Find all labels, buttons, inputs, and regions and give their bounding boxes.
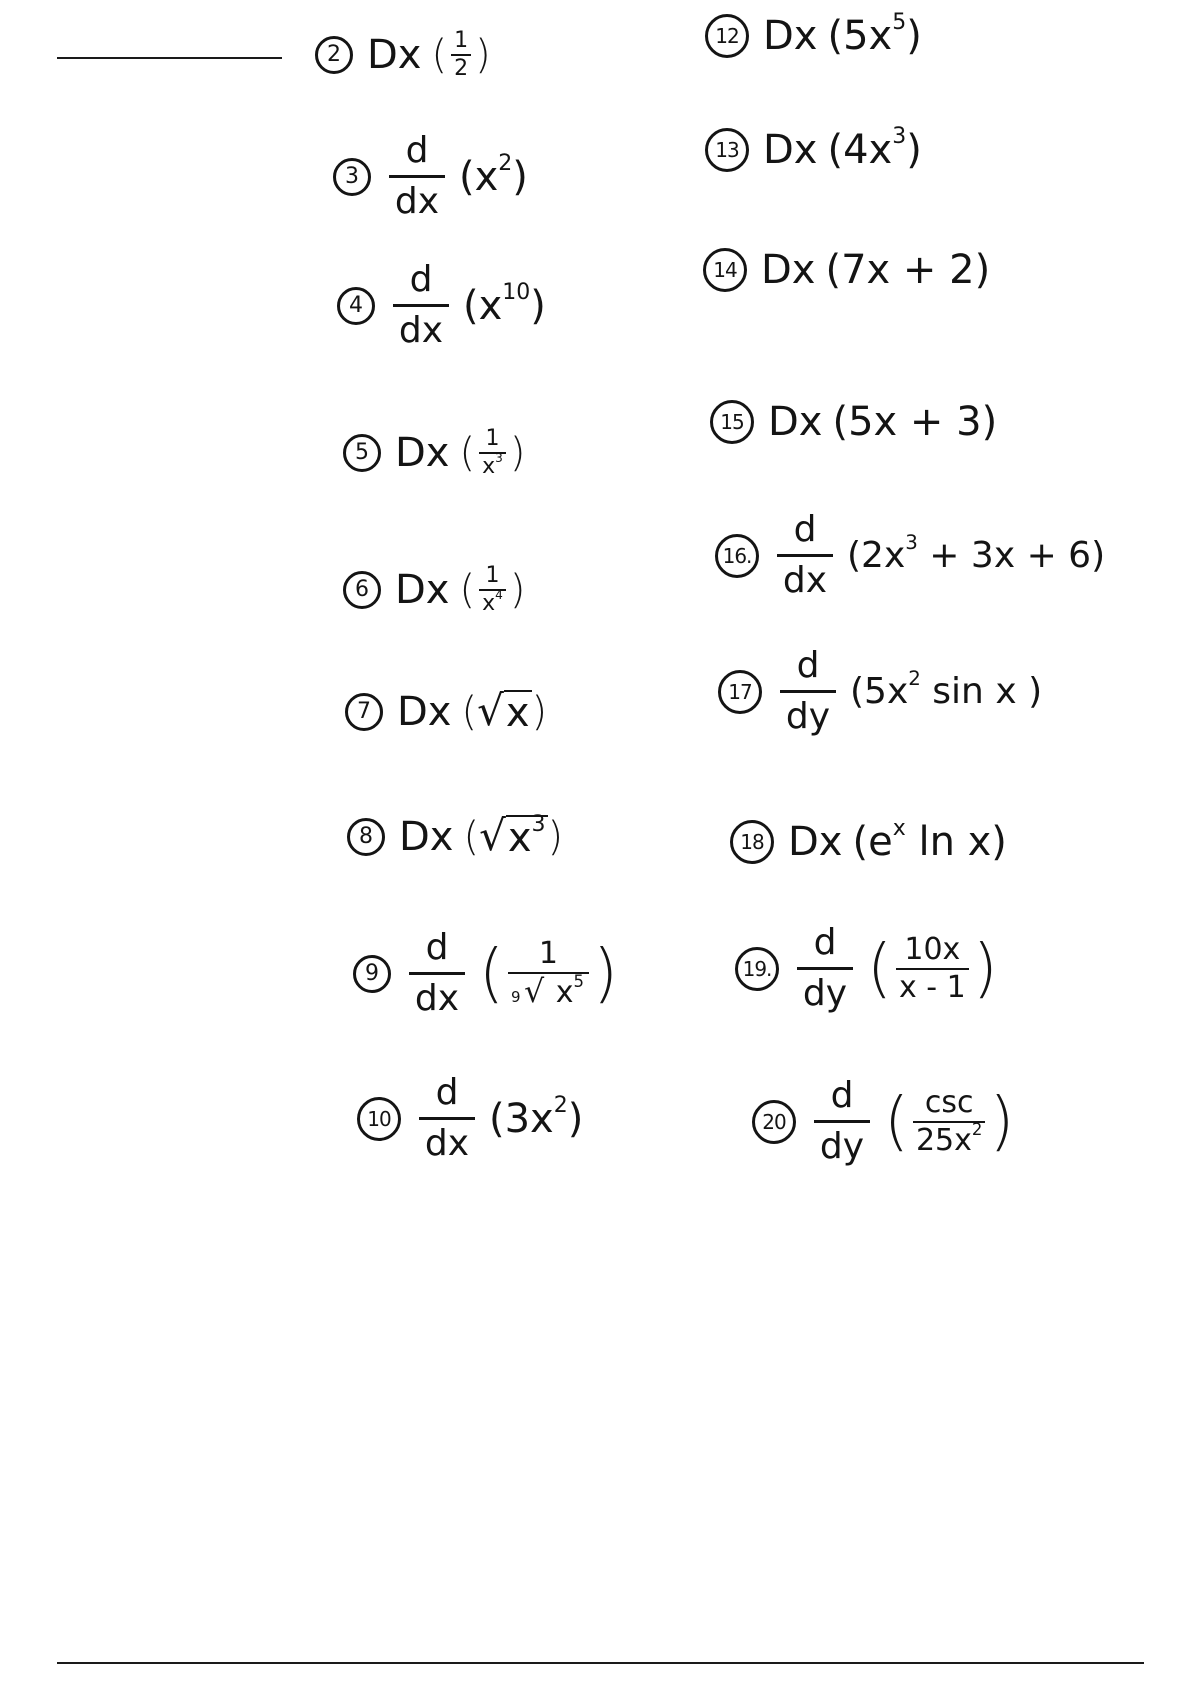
d-denominator: dx xyxy=(398,310,444,351)
derivative-operator xyxy=(389,130,445,222)
expression xyxy=(459,150,528,200)
fraction xyxy=(913,1084,985,1158)
numerator: 1 xyxy=(485,426,500,451)
header-rule xyxy=(57,57,282,59)
denominator: 2 xyxy=(454,56,469,81)
numerator: csc xyxy=(924,1084,974,1120)
close-paren: ) xyxy=(592,936,618,1011)
expression-base: (4x xyxy=(827,127,893,173)
expression-base: (5x xyxy=(827,13,893,59)
problem-10 xyxy=(357,1072,584,1164)
close-paren: ) xyxy=(972,931,998,1006)
fraction xyxy=(479,565,506,615)
expression xyxy=(489,1092,584,1142)
denominator xyxy=(913,1119,985,1158)
problem-14 xyxy=(703,248,990,292)
derivative-operator xyxy=(780,645,836,737)
exponent: 2 xyxy=(908,666,921,690)
problem-4 xyxy=(337,259,546,351)
d-denominator: dx xyxy=(414,978,460,1019)
problem-2 xyxy=(315,30,491,80)
denominator-base: x xyxy=(482,454,496,479)
square-root xyxy=(479,811,547,861)
root-index: 9 xyxy=(510,987,521,1006)
fraction-bar xyxy=(389,175,445,178)
exponent: 3 xyxy=(905,530,918,554)
numerator: 1 xyxy=(454,28,469,53)
expression-rest: ln x) xyxy=(905,819,1007,865)
fraction-bar xyxy=(780,690,836,693)
close-paren: ) xyxy=(989,1084,1015,1159)
derivative-operator xyxy=(419,1072,475,1164)
problem-number: 10 xyxy=(357,1097,401,1141)
fraction xyxy=(508,935,589,1010)
square-root xyxy=(477,686,531,736)
denominator-base: x xyxy=(482,591,496,616)
fraction-bar xyxy=(419,1117,475,1120)
expression-base: (x xyxy=(459,153,499,200)
fraction-bar xyxy=(797,967,853,970)
numerator: 10x xyxy=(904,931,961,967)
problem-17 xyxy=(718,645,1043,737)
problem-number: 7 xyxy=(345,693,383,731)
problem-number: 18 xyxy=(730,820,774,864)
expression: (7x + 2) xyxy=(825,247,991,293)
d-numerator: d xyxy=(435,1072,459,1113)
d-numerator: d xyxy=(793,509,817,550)
problem-number: 19. xyxy=(735,947,779,991)
d-numerator: d xyxy=(409,259,433,300)
problem-16 xyxy=(715,509,1106,601)
operator: Dx xyxy=(763,127,818,173)
open-paren: ( xyxy=(463,813,480,860)
fraction xyxy=(896,931,969,1005)
exponent: 3 xyxy=(531,812,546,838)
problem-number: 5 xyxy=(343,434,381,472)
expression-base: (5x xyxy=(850,670,909,712)
fraction-bar xyxy=(393,304,449,307)
open-paren: ( xyxy=(461,688,478,735)
problem-5 xyxy=(343,428,525,478)
exponent: x xyxy=(892,816,906,842)
problem-number: 6 xyxy=(343,571,381,609)
problem-number: 14 xyxy=(703,248,747,292)
d-numerator: d xyxy=(830,1075,854,1116)
operator: Dx xyxy=(763,13,818,59)
problem-number: 8 xyxy=(347,818,385,856)
fraction-bar xyxy=(777,554,833,557)
problem-7 xyxy=(345,686,548,736)
d-denominator: dx xyxy=(424,1123,470,1164)
problem-8 xyxy=(347,811,564,861)
close-paren: ) xyxy=(509,430,526,476)
d-numerator: d xyxy=(796,645,820,686)
problem-number: 16. xyxy=(715,534,759,578)
operator: Dx xyxy=(395,430,450,476)
exponent: 3 xyxy=(892,124,907,150)
derivative-operator xyxy=(814,1075,870,1167)
derivative-operator xyxy=(797,922,853,1014)
derivative-operator xyxy=(777,509,833,601)
exponent: 2 xyxy=(971,1119,983,1139)
close-paren: ) xyxy=(906,127,922,173)
operator: Dx xyxy=(397,688,452,735)
problem-6 xyxy=(343,565,525,615)
denominator-base: 25x xyxy=(915,1122,972,1158)
fraction-bar xyxy=(409,972,465,975)
radicand-base: x xyxy=(555,974,574,1010)
open-paren: ( xyxy=(884,1084,909,1159)
radicand-base: x xyxy=(507,815,532,861)
close-paren: ) xyxy=(530,282,546,329)
expression-base: (x xyxy=(463,282,503,329)
exponent: 10 xyxy=(502,279,531,305)
problem-number: 17 xyxy=(718,670,762,714)
expression xyxy=(852,816,1007,865)
open-paren: ( xyxy=(459,567,476,613)
exponent: 5 xyxy=(892,10,907,36)
close-paren: ) xyxy=(906,13,922,59)
expression xyxy=(827,124,922,173)
close-paren: ) xyxy=(547,813,564,860)
problem-19 xyxy=(735,922,998,1014)
open-paren: ( xyxy=(431,32,448,78)
exponent: 2 xyxy=(498,150,513,176)
problem-13 xyxy=(705,124,922,173)
open-paren: ( xyxy=(459,430,476,476)
problem-15 xyxy=(710,400,997,444)
problem-9 xyxy=(353,927,618,1019)
d-numerator: d xyxy=(813,922,837,963)
d-numerator: d xyxy=(425,927,449,968)
problem-number: 15 xyxy=(710,400,754,444)
radical-sign: √ xyxy=(477,686,504,735)
close-paren: ) xyxy=(475,32,491,78)
problem-12 xyxy=(705,10,922,59)
radicand: x xyxy=(505,690,530,736)
operator: Dx xyxy=(761,247,816,293)
expression-base: (e xyxy=(852,819,893,865)
problem-18 xyxy=(730,816,1007,865)
expression xyxy=(847,530,1106,576)
operator: Dx xyxy=(367,32,422,78)
fraction xyxy=(479,428,506,478)
expression xyxy=(463,279,546,329)
exponent: 4 xyxy=(495,588,503,603)
expression-base: (2x xyxy=(847,534,906,576)
footer-rule xyxy=(57,1662,1144,1664)
open-paren: ( xyxy=(479,936,504,1011)
expression-rest: sin x ) xyxy=(920,670,1043,712)
expression xyxy=(850,666,1043,712)
denominator: x - 1 xyxy=(898,969,966,1005)
problem-number: 4 xyxy=(337,287,375,325)
d-denominator: dy xyxy=(819,1126,865,1167)
problem-number: 3 xyxy=(333,158,371,196)
radical-sign: √ xyxy=(524,973,545,1010)
problem-20 xyxy=(752,1075,1015,1167)
fraction xyxy=(451,30,471,80)
operator: Dx xyxy=(395,567,450,613)
d-denominator: dx xyxy=(782,560,828,601)
exponent: 3 xyxy=(495,451,503,466)
close-paren: ) xyxy=(531,688,548,735)
d-denominator: dy xyxy=(802,973,848,1014)
problem-number: 20 xyxy=(752,1100,796,1144)
problem-number: 2 xyxy=(315,36,353,74)
close-paren: ) xyxy=(512,153,528,200)
operator: Dx xyxy=(399,813,454,860)
expression-rest: + 3x + 6) xyxy=(917,534,1106,576)
close-paren: ) xyxy=(567,1095,584,1142)
denominator xyxy=(479,451,506,479)
problem-3 xyxy=(333,130,528,222)
d-denominator: dx xyxy=(394,181,440,222)
denominator xyxy=(479,588,506,616)
numerator: 1 xyxy=(485,563,500,588)
operator: Dx xyxy=(768,399,823,445)
close-paren: ) xyxy=(509,567,526,613)
problem-number: 12 xyxy=(705,14,749,58)
operator: Dx xyxy=(788,819,843,865)
radicand xyxy=(554,972,586,1010)
expression: (5x + 3) xyxy=(832,399,998,445)
problem-number: 9 xyxy=(353,955,391,993)
radical-sign: √ xyxy=(479,811,506,860)
expression xyxy=(827,10,922,59)
d-denominator: dy xyxy=(785,696,831,737)
derivative-operator xyxy=(393,259,449,351)
expression-base: (3x xyxy=(489,1095,554,1142)
nth-root xyxy=(508,971,589,1010)
exponent: 2 xyxy=(553,1092,568,1118)
numerator: 1 xyxy=(538,935,558,971)
radicand xyxy=(506,812,548,861)
open-paren: ( xyxy=(867,931,892,1006)
exponent: 5 xyxy=(573,971,584,991)
problem-number: 13 xyxy=(705,128,749,172)
d-numerator: d xyxy=(405,130,429,171)
fraction-bar xyxy=(814,1120,870,1123)
derivative-operator xyxy=(409,927,465,1019)
